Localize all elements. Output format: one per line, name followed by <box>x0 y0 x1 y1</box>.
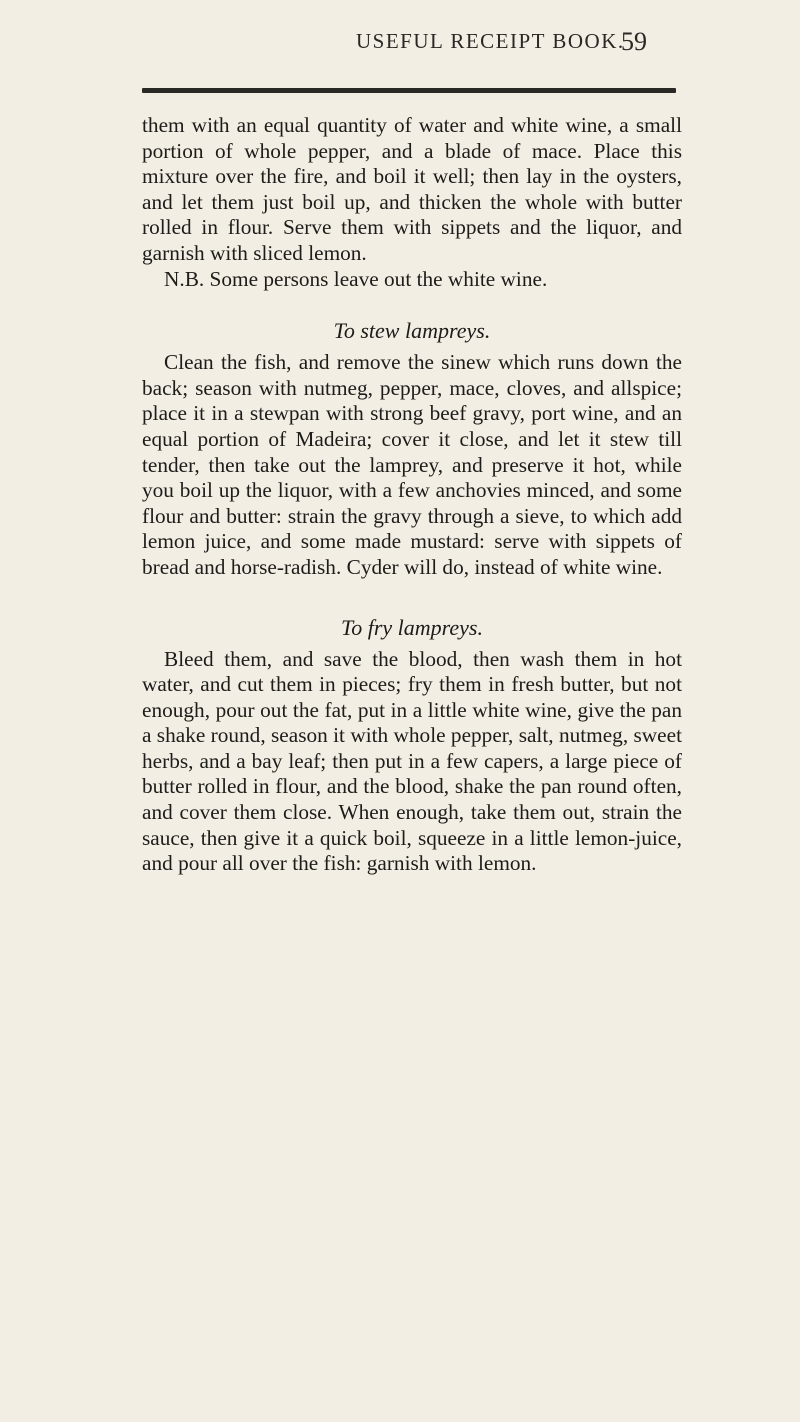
running-title: USEFUL RECEIPT BOOK. <box>356 29 625 53</box>
page-number: 59 <box>621 27 647 56</box>
page-header <box>0 22 800 62</box>
header-rule <box>142 88 676 93</box>
recipe-title-stew-lampreys: To stew lampreys. <box>333 318 491 344</box>
intro-paragraph: them with an equal quantity of water and white wine, a small portion of whole pepper, and a blade of mace. Place this mixture over the fire, and boil it well; then lay in the oysters, and let them just boil up, and thicken the whole with butter rolled in flour. Serve them with sippets and the liquor, and garnish with sliced lemon. <box>142 113 682 265</box>
recipe-title-fry-lampreys: To fry lampreys. <box>341 614 483 640</box>
recipe-text-stew-lampreys: Clean the fish, and remove the sinew which runs down the back; season with nutmeg, pepper, mace, cloves, and allspice; place it in a stewpan with strong beef gravy, port wine, and an equal portion of Madeira; cover it close, and let it stew till tender, then take out the lamprey, and preserve it hot, while you boil up the liquor, with a few anchovies minced, and some flour and butter: strain the gravy through a sieve, to which add lemon juice, and some made mustard: serve with sippets of bread and horse-radish. Cyder will do, instead of white wine. <box>142 350 682 579</box>
nb-note: N.B. Some persons leave out the white wine. <box>164 266 548 291</box>
page-body <box>142 113 682 877</box>
recipe-text-fry-lampreys: Bleed them, and save the blood, then wash them in hot water, and cut them in pieces; fry them in fresh butter, but not enough, pour out the fat, put in a little white wine, give the pan a shake round, season it with whole pepper, salt, nutmeg, sweet herbs, and a bay leaf; then put in a few capers, a large piece of butter rolled in flour, and the blood, shake the pan round often, and cover them close. When enough, take them out, strain the sauce, then give it a quick boil, squeeze in a little lemon-juice, and pour all over the fish: garnish with lemon. <box>142 646 682 876</box>
